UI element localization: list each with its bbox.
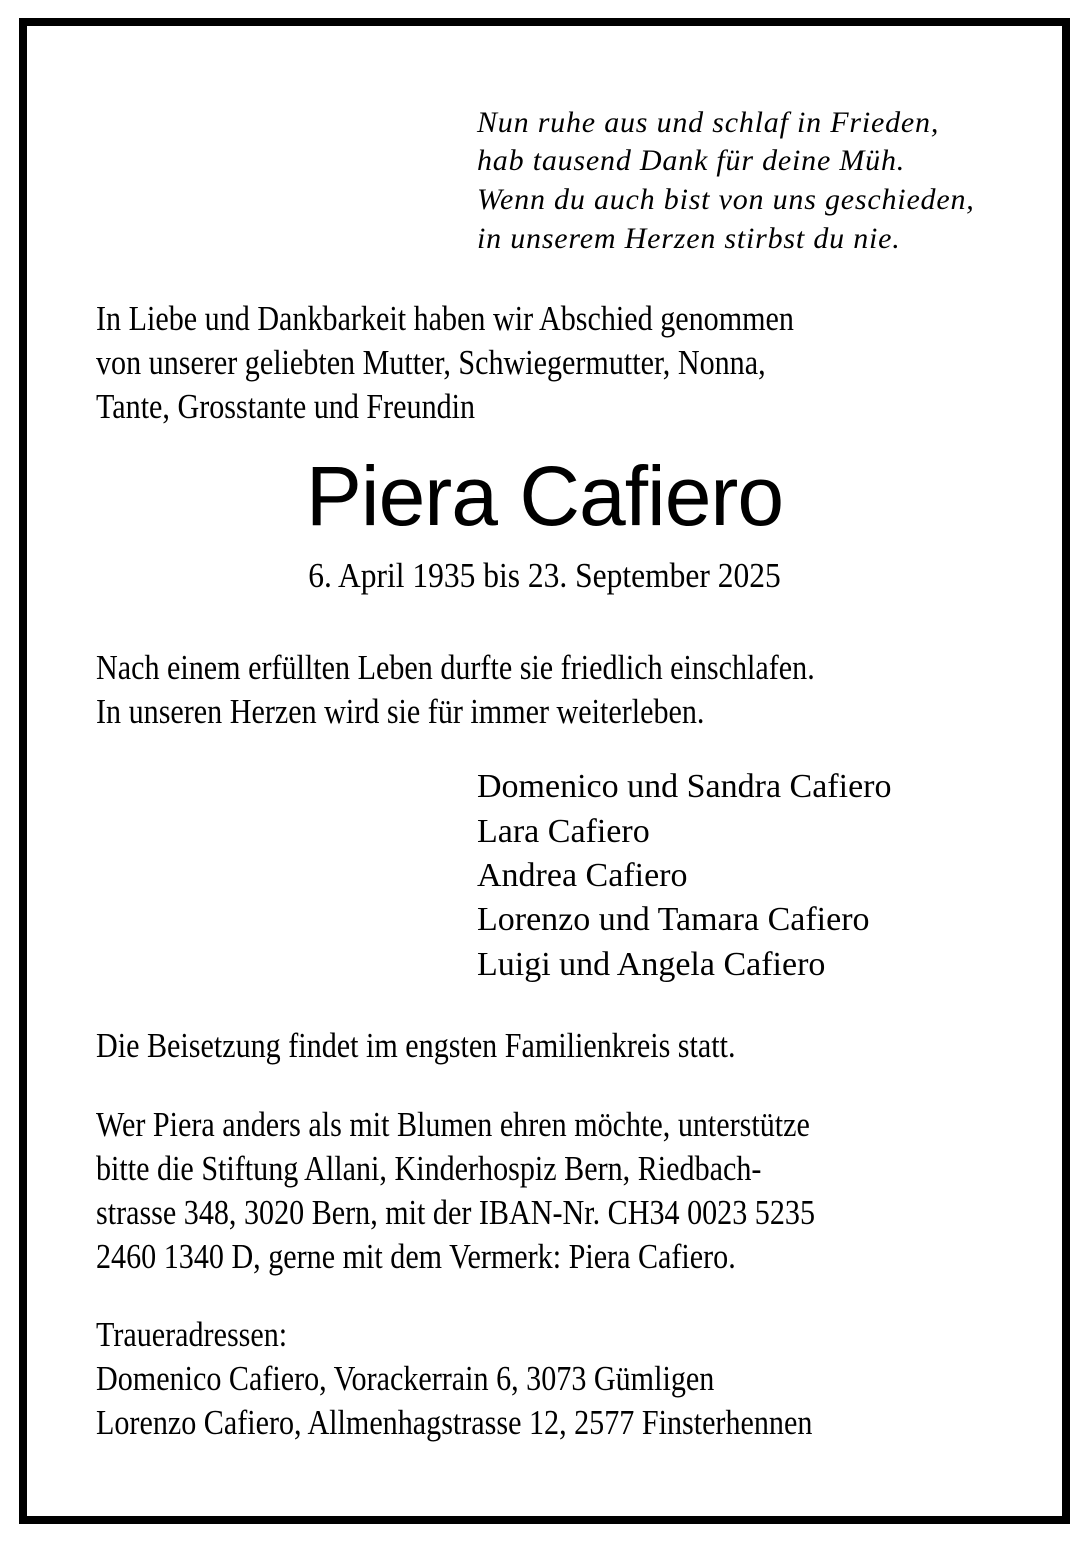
deceased-name: Piera Cafiero	[305, 449, 784, 543]
poem-line: hab tausend Dank für deine Müh.	[477, 144, 906, 177]
address-line: Lorenzo Cafiero, Allmenhagstrasse 12, 2577 Finsterhennen	[96, 1403, 813, 1442]
addresses-heading: Traueradressen:	[96, 1315, 288, 1354]
intro-line: In Liebe und Dankbarkeit haben wir Abschied genommen	[96, 299, 794, 338]
life-dates	[0, 556, 1089, 596]
mourner: Lara Cafiero	[477, 813, 650, 850]
donation-line: strasse 348, 3020 Bern, mit der IBAN-Nr. CH34 0023 5235	[96, 1193, 816, 1232]
life-dates-text: 6. April 1935 bis 23. September 2025	[308, 556, 781, 595]
poem-line: Nun ruhe aus und schlaf in Frieden,	[477, 106, 940, 139]
message-line: In unseren Herzen wird sie für immer weiterleben.	[96, 692, 705, 731]
address-line: Domenico Cafiero, Vorackerrain 6, 3073 Gümligen	[96, 1359, 715, 1398]
poem-line: in unserem Herzen stirbst du nie.	[477, 222, 901, 255]
intro-line: von unserer geliebten Mutter, Schwiegermutter, Nonna,	[96, 343, 766, 382]
intro-line: Tante, Grosstante und Freundin	[96, 387, 476, 426]
donation-line: Wer Piera anders als mit Blumen ehren möchte, unterstütze	[96, 1105, 810, 1144]
mourner: Andrea Cafiero	[477, 857, 688, 894]
burial-line: Die Beisetzung findet im engsten Familienkreis statt.	[96, 1026, 736, 1065]
donation-line: bitte die Stiftung Allani, Kinderhospiz Bern, Riedbach-	[96, 1149, 762, 1188]
message-line: Nach einem erfüllten Leben durfte sie friedlich einschlafen.	[96, 648, 815, 687]
donation-line: 2460 1340 D, gerne mit dem Vermerk: Piera Cafiero.	[96, 1237, 736, 1276]
mourner: Domenico und Sandra Cafiero	[477, 768, 892, 805]
mourner: Lorenzo und Tamara Cafiero	[477, 901, 870, 938]
poem-line: Wenn du auch bist von uns geschieden,	[477, 183, 975, 216]
mourner: Luigi und Angela Cafiero	[477, 946, 826, 983]
